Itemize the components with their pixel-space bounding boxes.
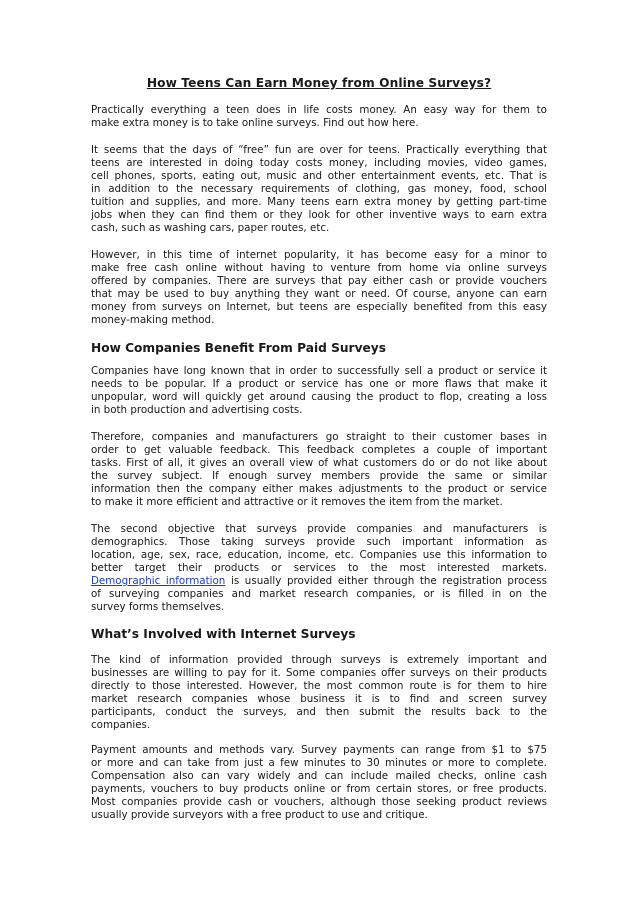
text-line: in both production and advertising costs. <box>91 404 303 416</box>
text-line: money from surveys on Internet, but teens are especially benefited from this easy <box>91 301 547 313</box>
paragraph-information-value <box>91 654 547 732</box>
text-line: Companies have long known that in order to successfully sell a product or service it <box>91 365 547 377</box>
text-line: usually provide surveyors with a free product to use and critique. <box>91 809 428 821</box>
text-line: payments, vouchers to buy products online or from certain stores, or free products. <box>91 783 547 795</box>
text-line: Payment amounts and methods vary. Survey payments can range from $1 to $75 <box>91 744 547 756</box>
heading-text: How Companies Benefit From Paid Surveys <box>91 341 386 355</box>
text-line: make extra money is to take online surveys. Find out how here. <box>91 117 419 129</box>
text-line: Compensation also can vary widely and can include mailed checks, online cash <box>91 770 547 782</box>
text-line: teens are interested in doing today costs money, including movies, video games, <box>91 157 547 169</box>
text-line: directly to those interested. However, the most common route is for them to hire <box>91 680 547 692</box>
section-heading-involved <box>91 627 547 641</box>
text-line: jobs when they can find them or they look for other inventive ways to earn extra <box>91 209 547 221</box>
text-line: cell phones, sports, eating out, music and other entertainment events, etc. That is <box>91 170 547 182</box>
text-line: the survey subject. If enough survey members provide the same or similar <box>91 470 547 482</box>
text-line: in addition to the necessary requirements of clothing, gas money, food, school <box>91 183 547 195</box>
text-line: to make it more efficient and attractive or it removes the item from the market. <box>91 496 503 508</box>
text-after-link: is usually provided either through the registration process <box>225 575 547 587</box>
text-line: better target their products or services to the most interested markets. <box>91 562 547 574</box>
text-line: information then the company either makes adjustments to the product or service <box>91 483 547 495</box>
text-line: location, age, sex, race, education, income, etc. Companies use this information to <box>91 549 547 561</box>
text-line: Practically everything a teen does in life costs money. An easy way for them to <box>91 104 547 116</box>
text-line: offered by companies. There are surveys that pay either cash or provide vouchers <box>91 275 547 287</box>
text-line: of surveying companies and market research companies, or is filled in on the <box>91 588 547 600</box>
text-line: Therefore, companies and manufacturers go straight to their customer bases in <box>91 431 547 443</box>
paragraph-free-fun <box>91 144 547 235</box>
paragraph-internet-popularity <box>91 249 547 327</box>
text-line: money-making method. <box>91 314 215 326</box>
text-line: order to get valuable feedback. This feedback completes a couple of important <box>91 444 547 456</box>
text-line: make free cash online without having to venture from home via online surveys <box>91 262 547 274</box>
text-line: tuition and supplies, and more. Many teens earn extra money by getting part-time <box>91 196 547 208</box>
text-line: The second objective that surveys provide companies and manufacturers is <box>91 523 547 535</box>
text-line: tasks. First of all, it gives an overall view of what customers do or do not like about <box>91 457 547 469</box>
text-line: unpopular, word will quickly get around causing the product to flop, creating a loss <box>91 391 547 403</box>
text-line: that may be used to buy anything they want or need. Of course, anyone can earn <box>91 288 547 300</box>
text-line: participants, conduct the surveys, and then submit the results back to the <box>91 706 547 718</box>
paragraph-payment <box>91 744 547 822</box>
text-line: companies. <box>91 719 151 731</box>
demographic-information-link[interactable]: Demographic information <box>91 575 226 587</box>
text-line: However, in this time of internet popularity, it has become easy for a minor to <box>91 249 547 261</box>
paragraph-popularity <box>91 365 547 417</box>
text-line-with-link <box>91 575 547 588</box>
text-line: survey forms themselves. <box>91 601 225 613</box>
text-line: It seems that the days of “free” fun are over for teens. Practically everything that <box>91 144 547 156</box>
text-line: demographics. Those taking surveys provide such important information as <box>91 536 547 548</box>
paragraph-demographics <box>91 523 547 614</box>
section-heading-companies <box>91 341 547 355</box>
text-line: market research companies whose business it is to find and screen survey <box>91 693 547 705</box>
text-line: The kind of information provided through surveys is extremely important and <box>91 654 547 666</box>
text-line: cash, such as washing cars, paper routes, etc. <box>91 222 330 234</box>
text-line: or more and can take from just a few minutes to 30 minutes or more to complete. <box>91 757 547 769</box>
paragraph-feedback <box>91 431 547 509</box>
text-line: Most companies provide cash or vouchers, although those seeking product reviews <box>91 796 547 808</box>
heading-text: What’s Involved with Internet Surveys <box>91 627 356 641</box>
page-title: How Teens Can Earn Money from Online Surveys? <box>146 76 492 90</box>
intro-paragraph <box>91 104 547 130</box>
text-line: needs to be popular. If a product or service has one or more flaws that make it <box>91 378 547 390</box>
text-line: businesses are willing to pay for it. Some companies offer surveys on their products <box>91 667 547 679</box>
